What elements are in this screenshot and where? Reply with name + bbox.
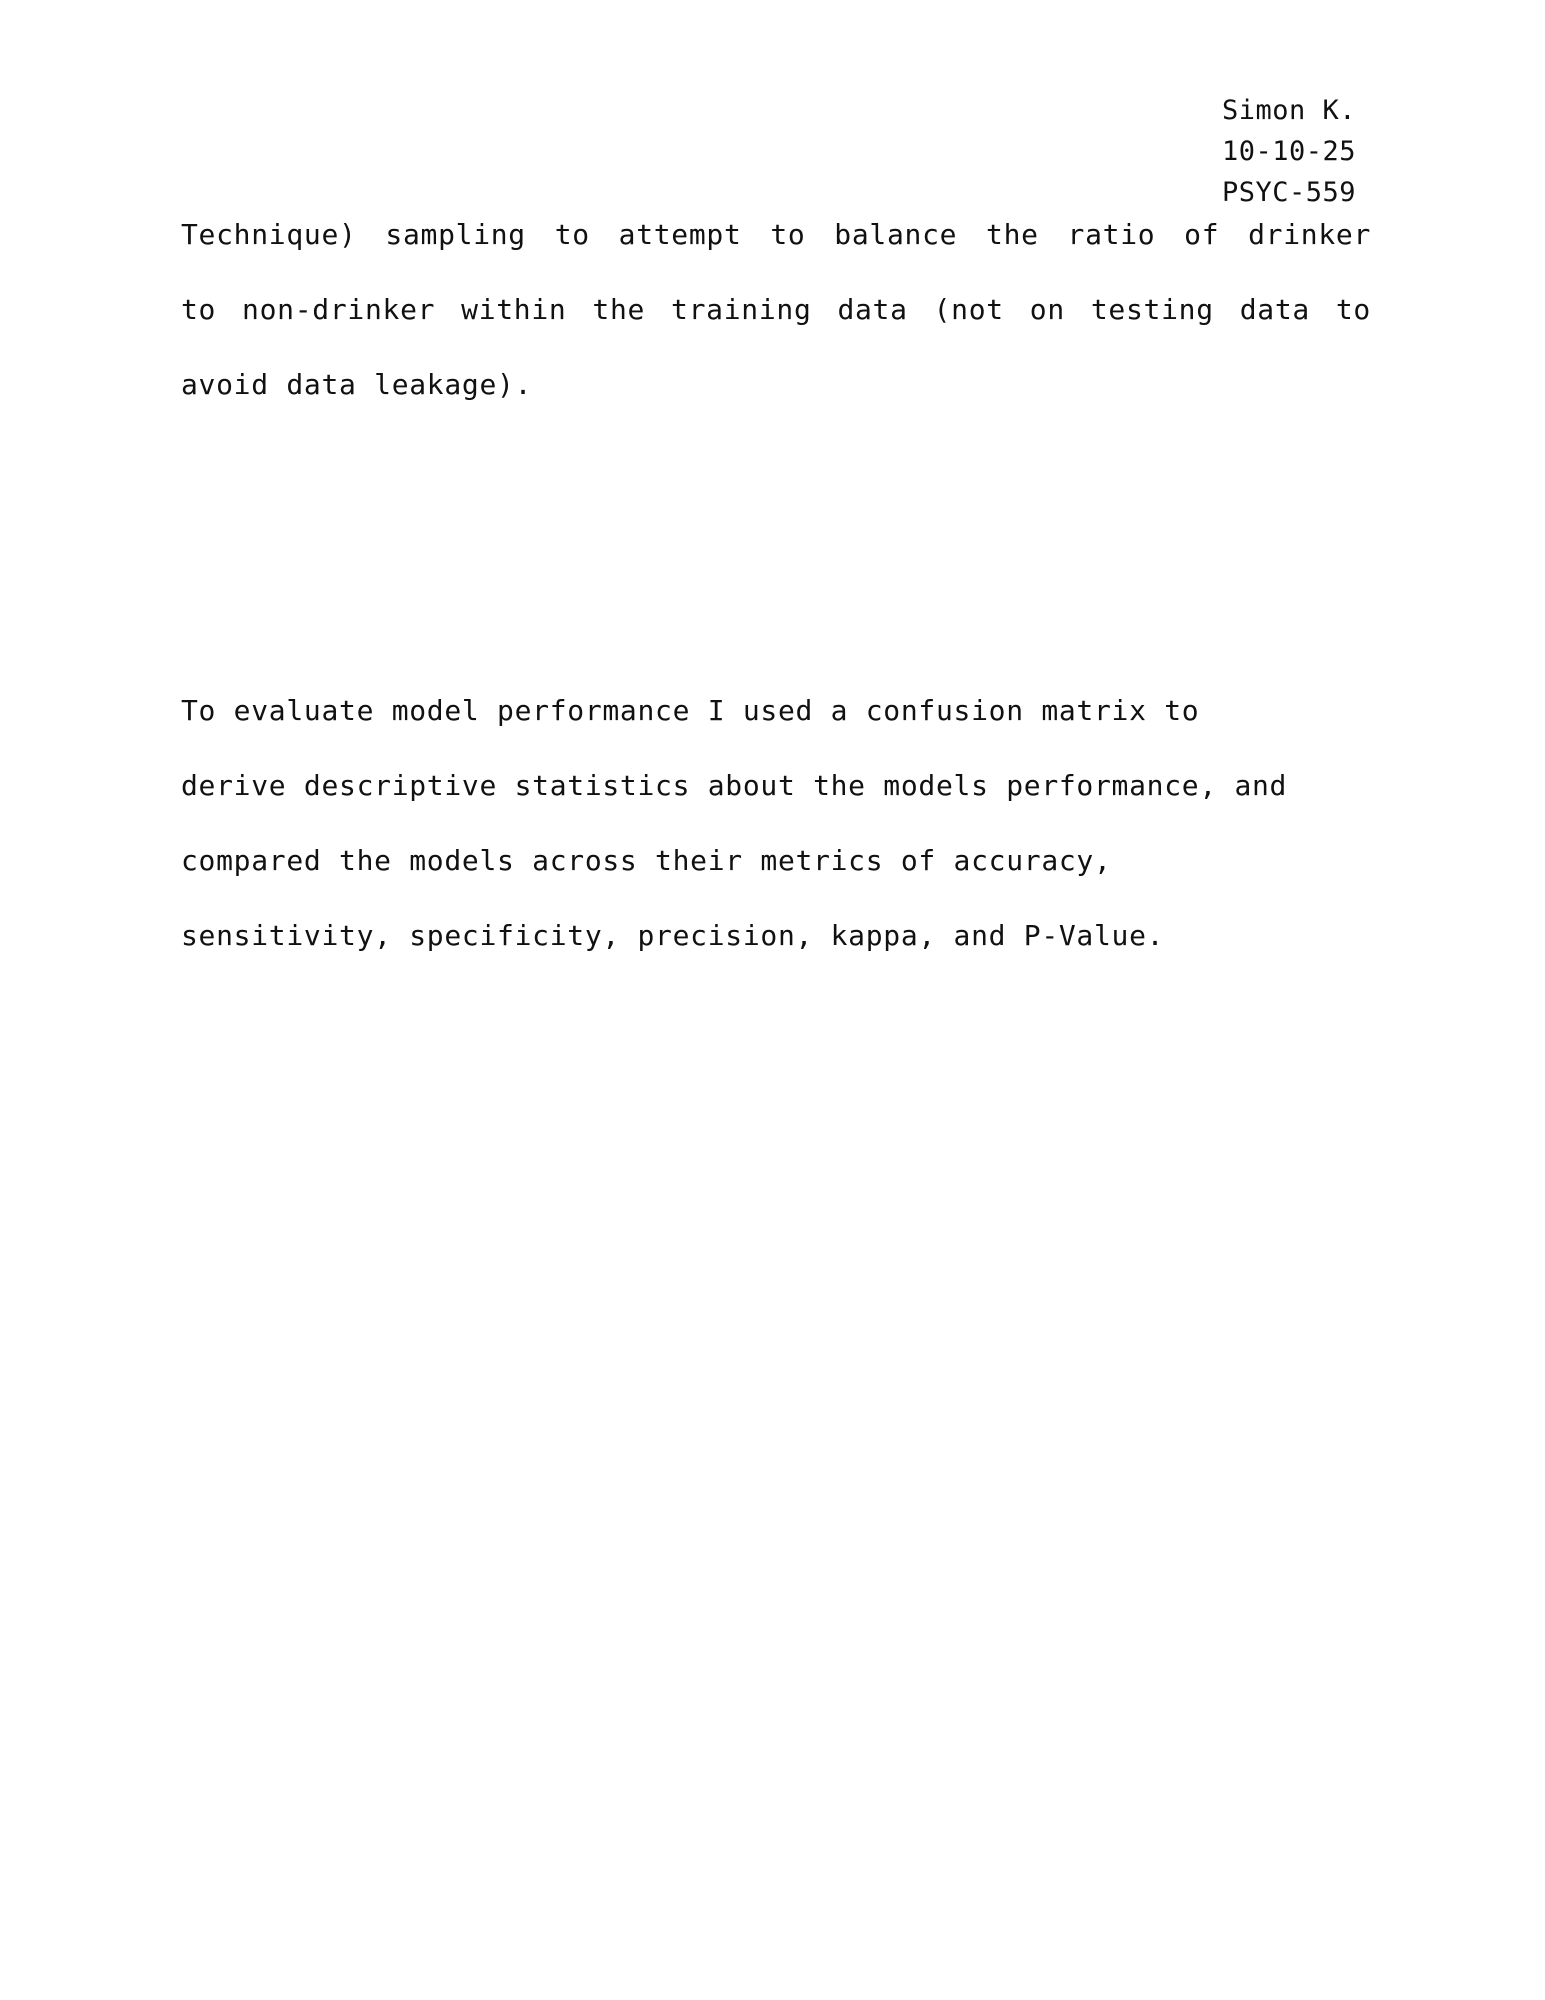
- paragraph-smote: [181, 197, 1371, 422]
- paragraph-line: Technique) sampling to attempt to balance the ratio of drinker: [181, 218, 1371, 251]
- paragraph-line: compared the models across their metrics of accuracy,: [181, 844, 1112, 877]
- paragraph-line: avoid data leakage).: [181, 368, 533, 401]
- paragraph-line: derive descriptive statistics about the models performance, and: [181, 769, 1288, 802]
- document-date: 10-10-25: [1222, 136, 1357, 167]
- paragraph-line: To evaluate model performance I used a confusion matrix to: [181, 694, 1200, 727]
- paragraph-line: to non-drinker within the training data (not on testing data to: [181, 293, 1371, 326]
- paragraph-line: sensitivity, specificity, precision, kappa, and P-Value.: [181, 919, 1165, 952]
- header-block: [1222, 90, 1432, 213]
- paragraph-evaluation: [181, 673, 1371, 973]
- course-code: PSYC-559: [1222, 177, 1357, 208]
- author-name: Simon K.: [1222, 95, 1357, 126]
